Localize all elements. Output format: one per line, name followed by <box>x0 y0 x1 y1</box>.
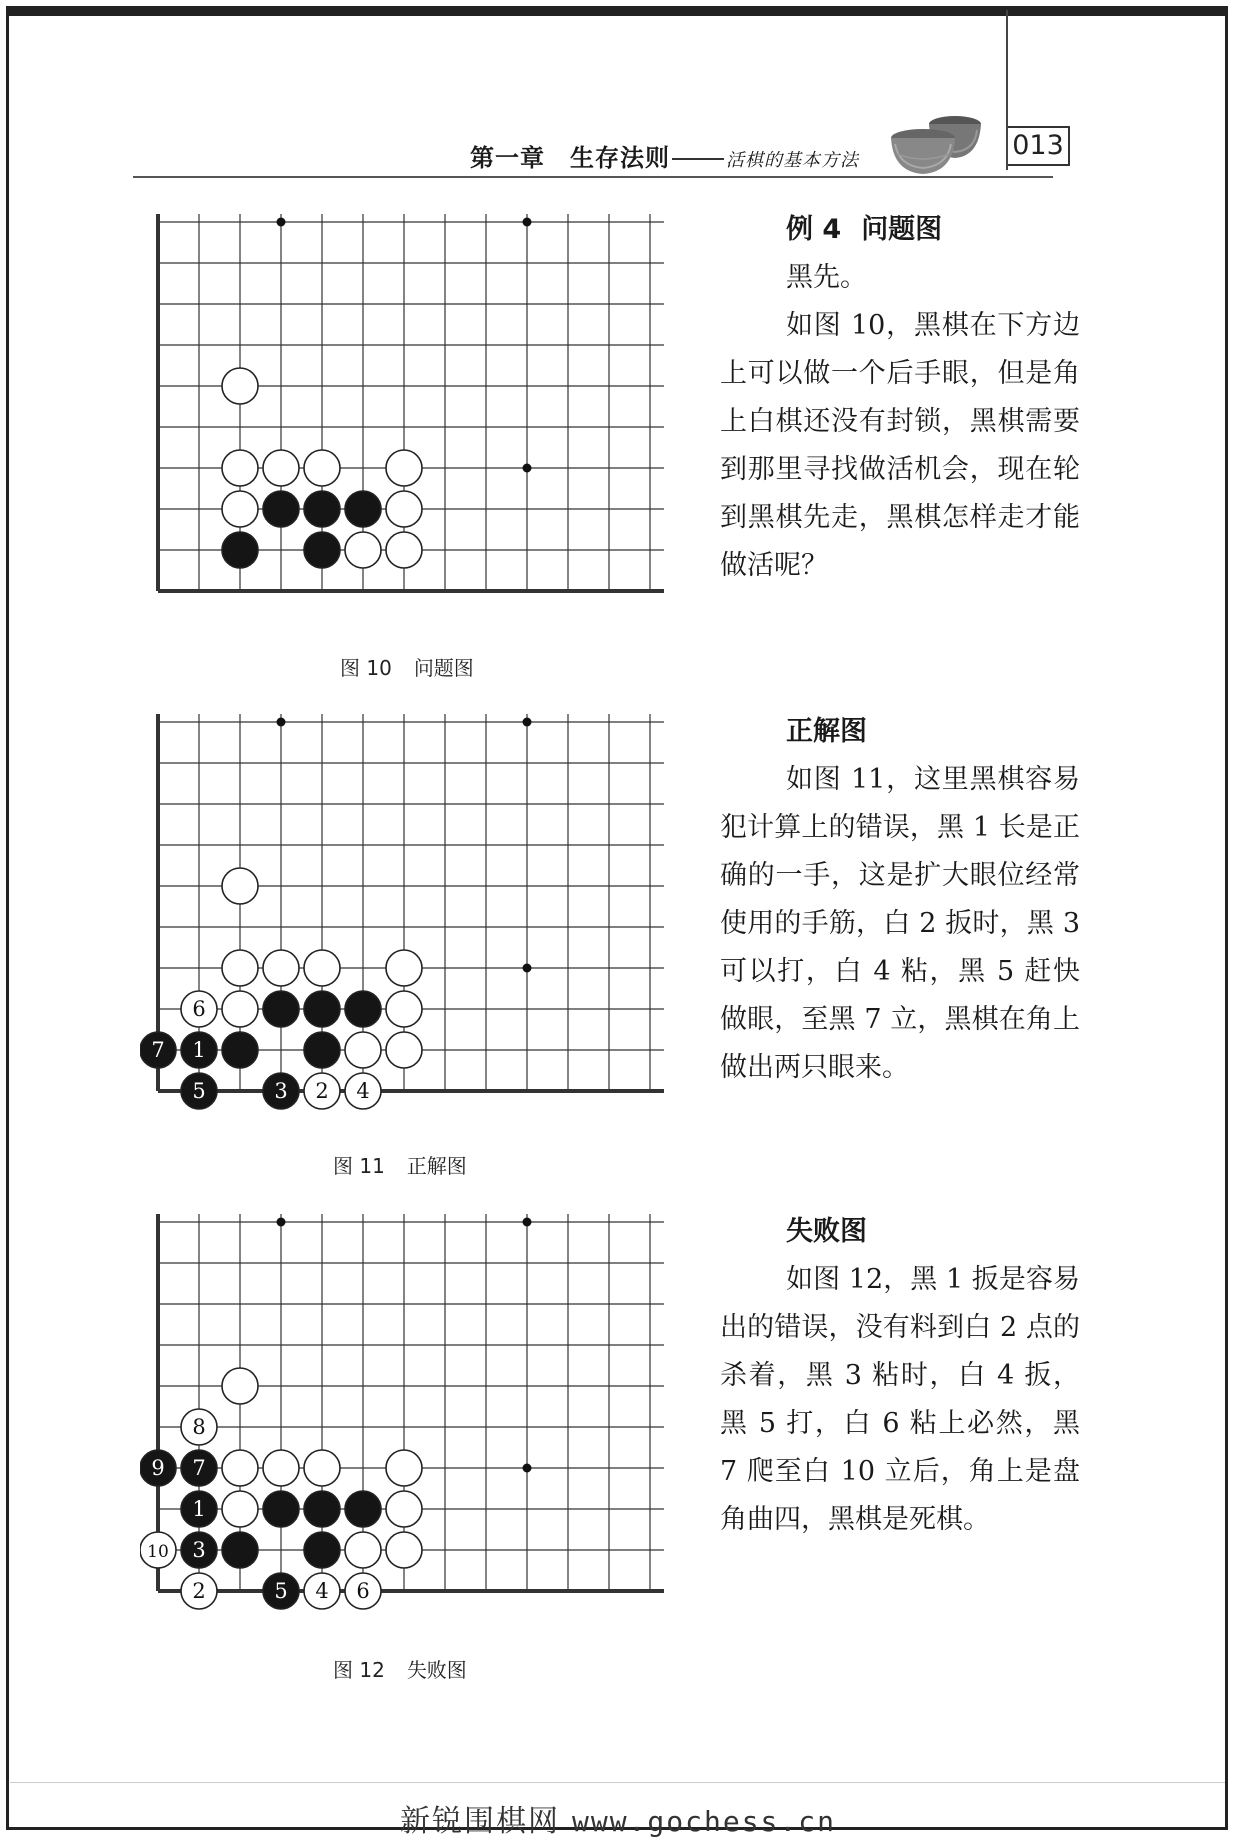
move-number: 5 <box>274 1579 288 1603</box>
move-number: 10 <box>147 1542 169 1562</box>
white-stone <box>222 1450 258 1486</box>
move-number: 9 <box>151 1456 165 1480</box>
black-stone <box>304 532 340 568</box>
move-number: 4 <box>315 1579 329 1603</box>
paragraph: 如图 10，黑棋在下方边上可以做一个后手眼，但是角上白棋还没有封锁，黑棋需要到那里寻找做活机会，现在轮到黑棋先走，黑棋怎样走才能做活呢？ <box>720 310 1080 581</box>
white-stone <box>345 532 381 568</box>
black-stone <box>345 991 381 1027</box>
black-stone <box>263 1491 299 1527</box>
white-stone <box>222 450 258 486</box>
black-stone <box>304 1532 340 1568</box>
move-number: 7 <box>192 1456 206 1480</box>
black-stone <box>345 491 381 527</box>
black-stone <box>263 491 299 527</box>
example-number: 例 4 <box>786 214 842 245</box>
black-stone <box>304 1491 340 1527</box>
paragraph: 如图 12，黑 1 扳是容易出的错误，没有料到白 2 点的杀着，黑 3 粘时，白 4 扳，黑 5 打，白 6 粘上必然，黑 7 爬至白 10 立后，角上是盘角曲四，黑棋是死棋。 <box>720 1264 1080 1535</box>
solution-text-block <box>720 708 1080 1092</box>
figure-11-caption <box>333 1150 489 1179</box>
black-stone <box>304 991 340 1027</box>
star-point <box>523 218 532 227</box>
header-dash <box>672 158 724 160</box>
star-point <box>523 964 532 973</box>
footer-watermark <box>0 1796 1236 1840</box>
black-stone <box>345 1491 381 1527</box>
caption-number: 图 11 <box>333 1154 385 1178</box>
white-stone <box>263 450 299 486</box>
white-stone <box>222 368 258 404</box>
white-stone <box>345 1532 381 1568</box>
section-title <box>786 206 1080 254</box>
section-title: 失败图 <box>786 1216 867 1247</box>
go-board-figure-10 <box>140 214 680 614</box>
chapter-title: 第一章 生存法则 <box>470 144 670 172</box>
black-stone <box>263 991 299 1027</box>
figure-12-caption <box>333 1654 489 1683</box>
move-number: 5 <box>192 1079 206 1103</box>
white-stone <box>386 532 422 568</box>
move-number: 6 <box>192 997 206 1021</box>
move-number: 1 <box>192 1038 206 1062</box>
white-stone <box>386 950 422 986</box>
failure-text-block <box>720 1208 1080 1544</box>
black-stone <box>222 1532 258 1568</box>
white-stone <box>386 1532 422 1568</box>
problem-text-block <box>720 206 1080 590</box>
figure-10-caption <box>340 652 496 681</box>
header-rule <box>133 176 1053 178</box>
site-name: 新锐围棋网 <box>399 1804 560 1839</box>
star-point <box>523 718 532 727</box>
caption-label: 正解图 <box>406 1154 467 1178</box>
black-stone <box>304 491 340 527</box>
star-point <box>277 718 286 727</box>
move-number: 4 <box>356 1079 370 1103</box>
move-number: 2 <box>315 1079 329 1103</box>
black-stone <box>222 532 258 568</box>
section-title: 正解图 <box>786 716 867 747</box>
black-stone <box>222 1032 258 1068</box>
chapter-subtitle: 活棋的基本方法 <box>726 150 859 171</box>
footer-rule <box>10 1782 1225 1783</box>
white-stone <box>386 491 422 527</box>
move-number: 3 <box>274 1079 288 1103</box>
caption-label: 问题图 <box>413 656 474 680</box>
white-stone <box>304 950 340 986</box>
go-board-figure-12 <box>140 1214 680 1614</box>
white-stone <box>304 1450 340 1486</box>
white-stone <box>304 450 340 486</box>
move-number: 7 <box>151 1038 165 1062</box>
go-board-figure-11 <box>140 714 680 1114</box>
caption-label: 失败图 <box>406 1658 467 1682</box>
white-stone <box>222 1491 258 1527</box>
white-stone <box>222 868 258 904</box>
go-bowl-icon <box>885 110 997 176</box>
white-stone <box>386 991 422 1027</box>
black-stone <box>304 1032 340 1068</box>
white-stone <box>386 1032 422 1068</box>
page-number: 013 <box>1008 126 1070 166</box>
white-stone <box>386 1491 422 1527</box>
white-stone <box>386 450 422 486</box>
caption-number: 图 10 <box>340 656 392 680</box>
star-point <box>523 464 532 473</box>
star-point <box>523 1218 532 1227</box>
title-text: 问题图 <box>861 214 943 245</box>
caption-number: 图 12 <box>333 1658 385 1682</box>
white-stone <box>345 1032 381 1068</box>
running-header <box>470 138 859 173</box>
move-number: 8 <box>192 1415 206 1439</box>
white-stone <box>263 950 299 986</box>
paragraph: 黑先。 <box>786 262 867 293</box>
site-url: www.gochess.cn <box>571 1805 836 1838</box>
white-stone <box>222 491 258 527</box>
star-point <box>277 1218 286 1227</box>
move-number: 1 <box>192 1497 206 1521</box>
move-number: 2 <box>192 1579 206 1603</box>
white-stone <box>386 1450 422 1486</box>
star-point <box>277 218 286 227</box>
move-number: 6 <box>356 1579 370 1603</box>
star-point <box>523 1464 532 1473</box>
white-stone <box>222 991 258 1027</box>
paragraph: 如图 11，这里黑棋容易犯计算上的错误，黑 1 长是正确的一手，这是扩大眼位经常使用的手筋，白 2 扳时，黑 3 可以打，白 4 粘，黑 5 赶快做眼，至黑 7 立，黑棋在角上做出两只眼来。 <box>720 764 1080 1083</box>
white-stone <box>263 1450 299 1486</box>
white-stone <box>222 950 258 986</box>
white-stone <box>222 1368 258 1404</box>
move-number: 3 <box>192 1538 206 1562</box>
